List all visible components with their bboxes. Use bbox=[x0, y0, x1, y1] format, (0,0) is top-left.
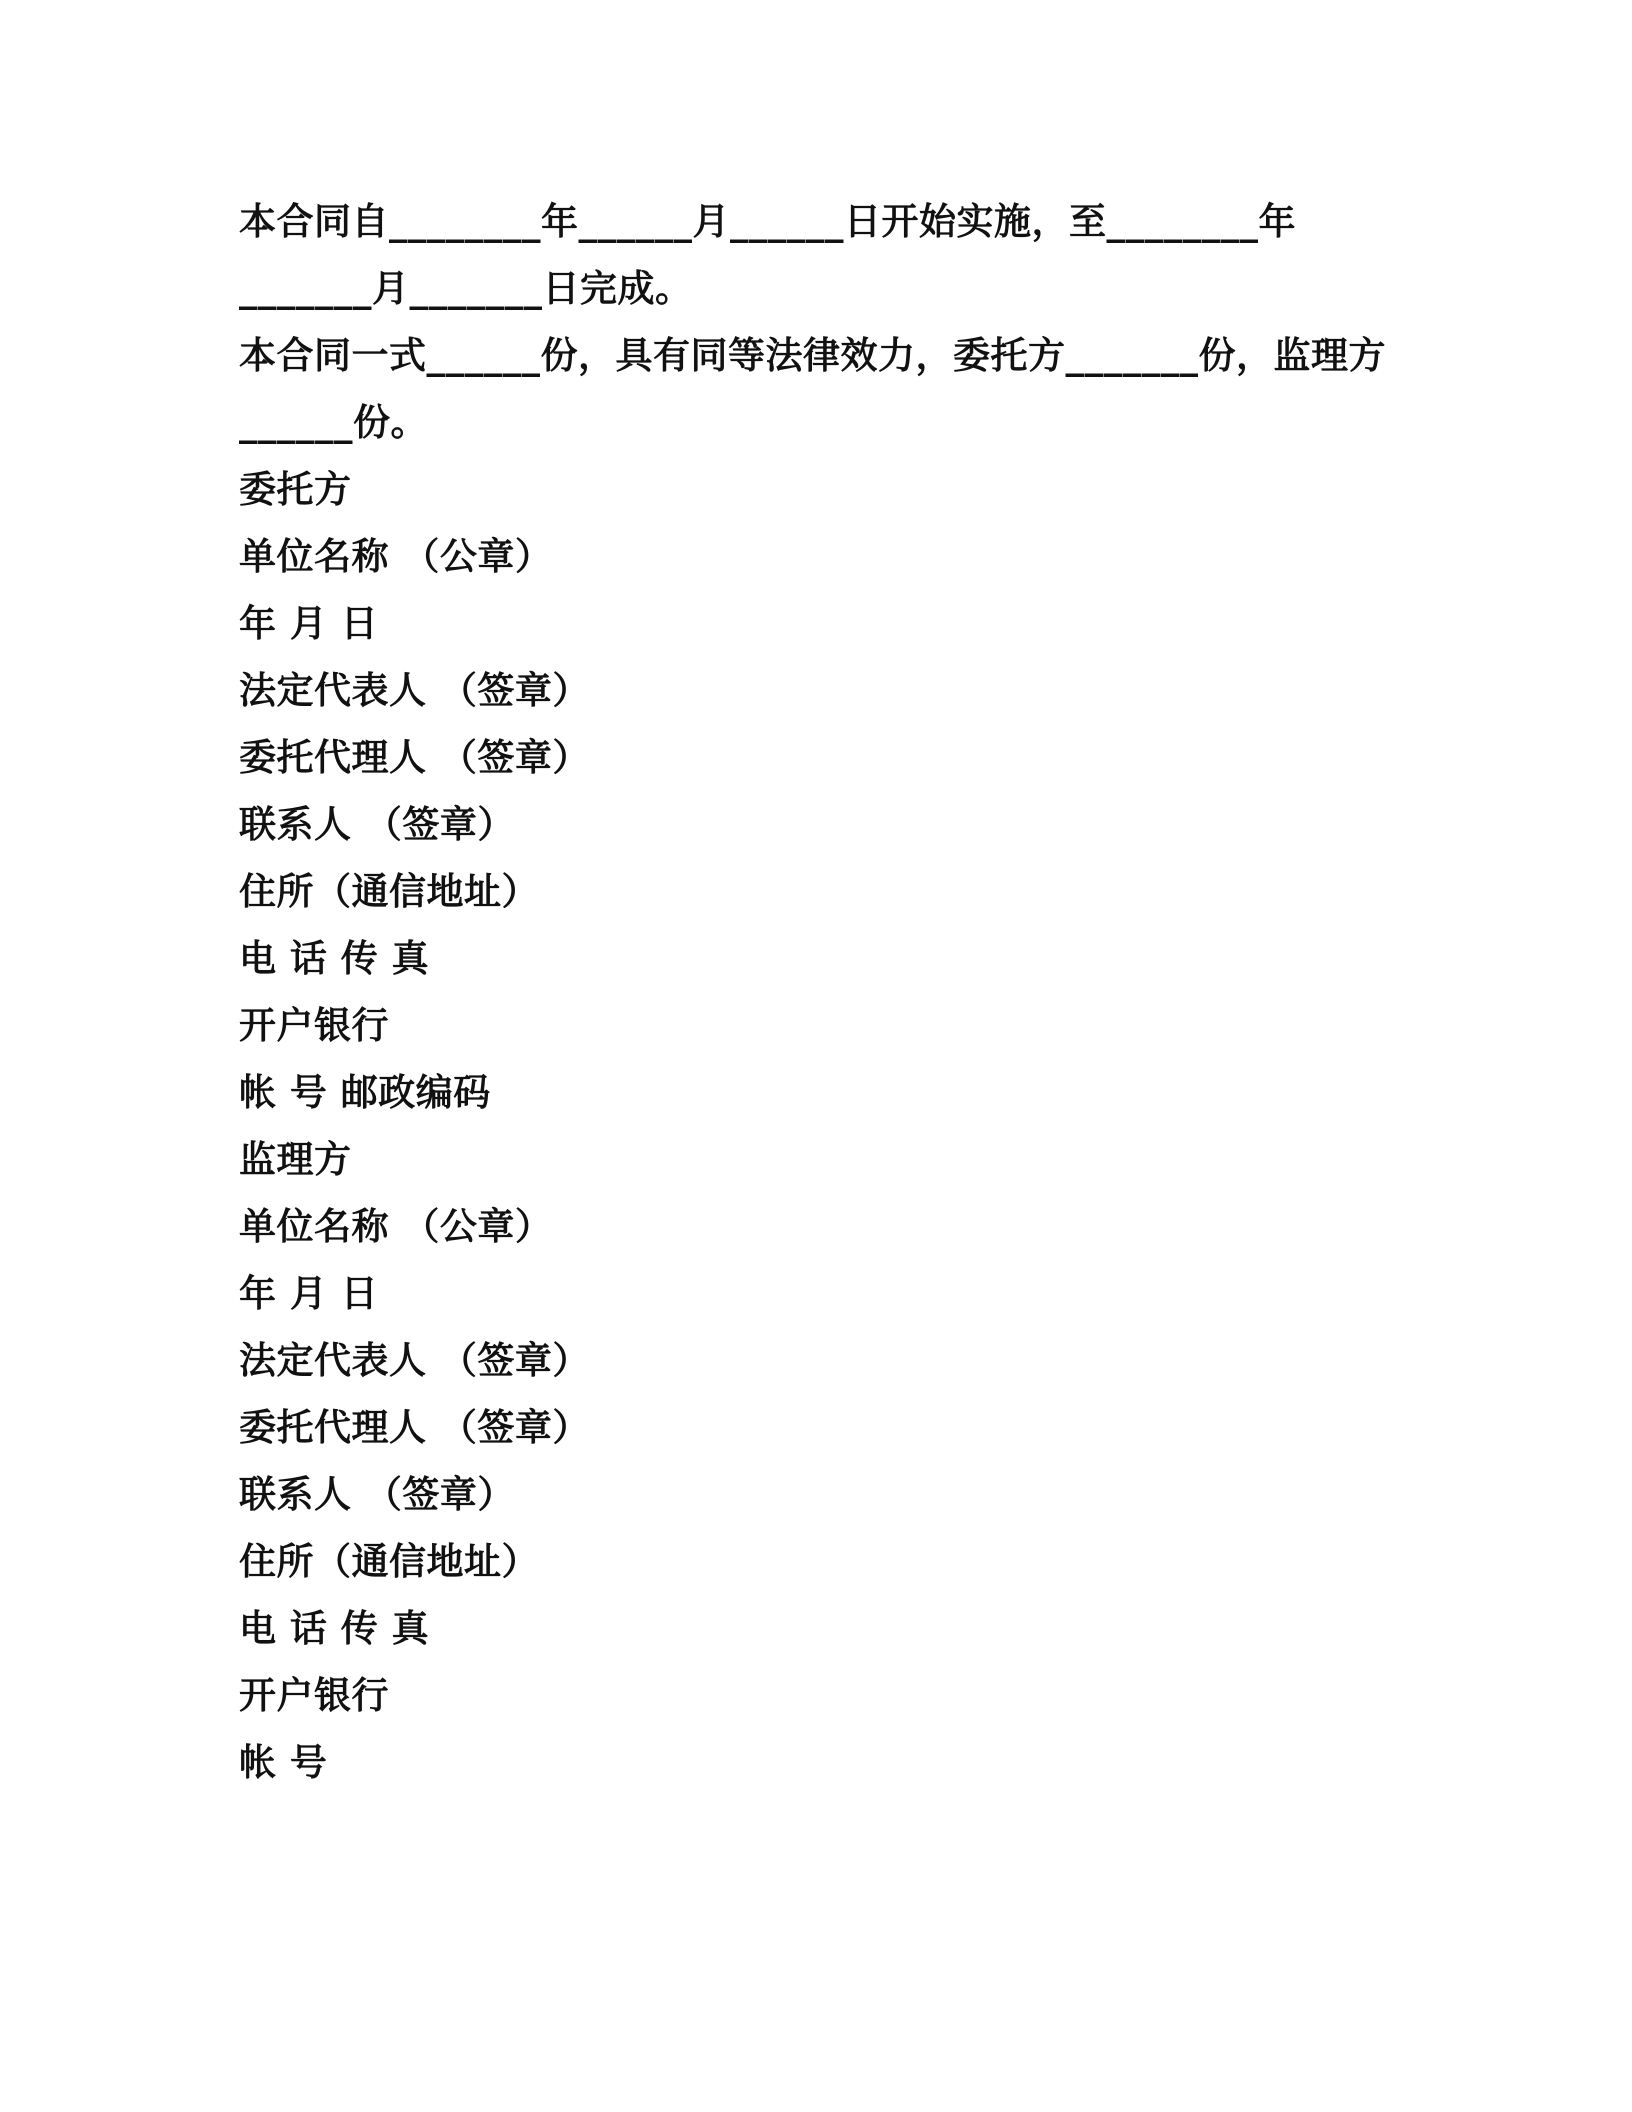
client-legal-representative: 法定代表人 （签章） bbox=[239, 669, 590, 712]
contract-term-line-2: _______月_______日完成。 bbox=[239, 267, 693, 310]
copies-line-2: ______份。 bbox=[239, 401, 428, 444]
supervisor-account: 帐 号 bbox=[239, 1741, 328, 1784]
client-address: 住所（通信地址） bbox=[239, 870, 539, 913]
document-body bbox=[239, 188, 1399, 1796]
supervisor-address: 住所（通信地址） bbox=[239, 1540, 539, 1583]
contract-term-line-1: 本合同自________年______月______日开始实施，至________年 bbox=[239, 200, 1296, 243]
supervisor-date: 年 月 日 bbox=[239, 1272, 379, 1315]
supervisor-authorized-agent: 委托代理人 （签章） bbox=[239, 1406, 590, 1449]
supervisor-contact: 联系人 （签章） bbox=[239, 1473, 515, 1516]
client-bank: 开户银行 bbox=[239, 1004, 389, 1047]
supervisor-phone-fax: 电 话 传 真 bbox=[239, 1607, 430, 1650]
client-authorized-agent: 委托代理人 （签章） bbox=[239, 736, 590, 779]
supervisor-legal-representative: 法定代表人 （签章） bbox=[239, 1339, 590, 1382]
client-date: 年 月 日 bbox=[239, 602, 379, 645]
supervisor-unit-name: 单位名称 （公章） bbox=[239, 1205, 553, 1248]
client-phone-fax: 电 话 传 真 bbox=[239, 937, 430, 980]
client-unit-name: 单位名称 （公章） bbox=[239, 535, 553, 578]
client-contact: 联系人 （签章） bbox=[239, 803, 515, 846]
supervisor-heading: 监理方 bbox=[239, 1138, 352, 1181]
copies-line-1: 本合同一式______份，具有同等法律效力，委托方_______份，监理方 bbox=[239, 334, 1386, 377]
client-account-postcode: 帐 号 邮政编码 bbox=[239, 1071, 491, 1114]
client-heading: 委托方 bbox=[239, 468, 352, 511]
supervisor-bank: 开户银行 bbox=[239, 1674, 389, 1717]
